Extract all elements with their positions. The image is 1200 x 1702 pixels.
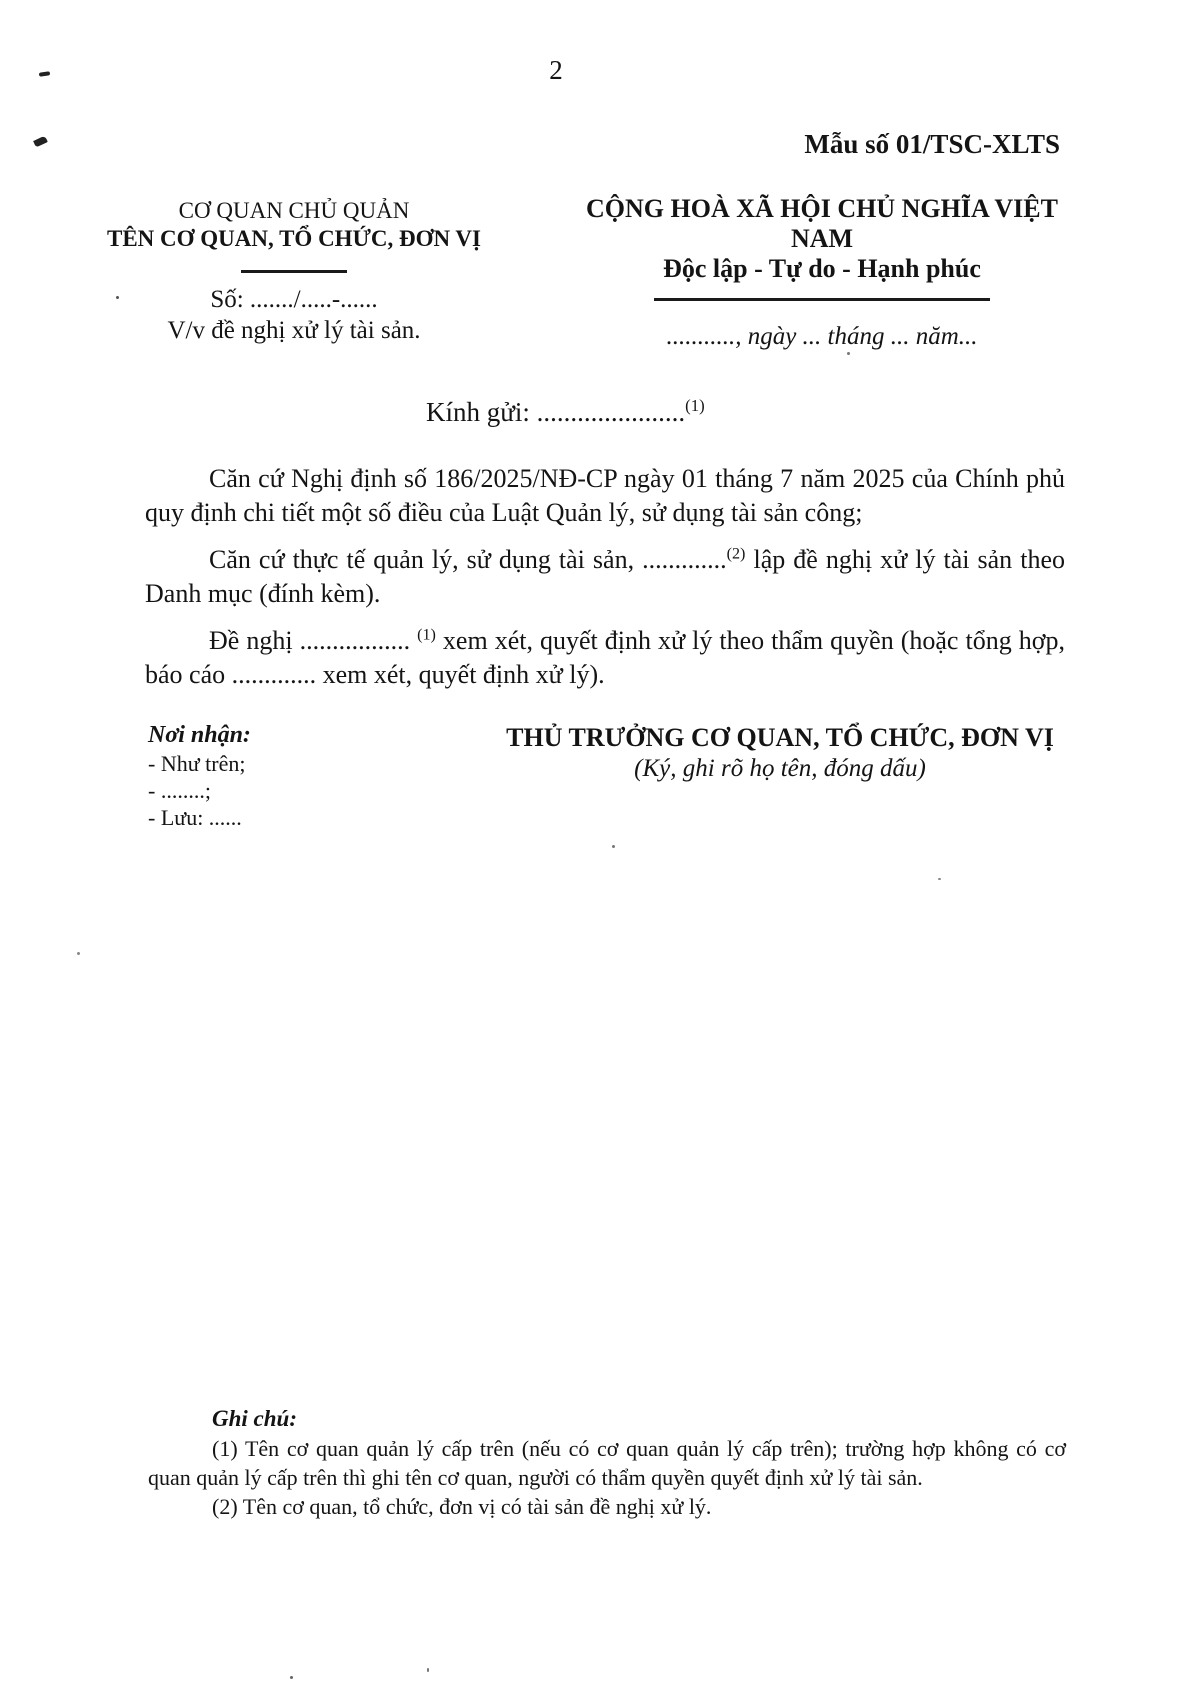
paragraph-3-text-cont: xem xét, quyết định xử lý theo thẩm quyền (hoặc tổng hợp, báo cáo ............. xem xét, quyết định xử lý). (145, 626, 1065, 689)
national-heading-block (552, 194, 1092, 352)
signature-block (500, 722, 1060, 784)
document-body (145, 462, 1065, 705)
document-subject-line: V/v đề nghị xử lý tài sản. (167, 317, 421, 344)
scan-speck (33, 136, 48, 148)
motto-divider-line (654, 298, 990, 301)
paragraph-3-text: Đề nghị ................. (209, 626, 418, 655)
signature-title: THỦ TRƯỞNG CƠ QUAN, TỔ CHỨC, ĐƠN VỊ (506, 723, 1054, 752)
paragraph-2-text-cont: lập đề nghị xử lý tài sản theo Danh mục (đính kèm). (145, 545, 1065, 608)
signature-instruction: (Ký, ghi rõ họ tên, đóng dấu) (634, 755, 926, 782)
scan-speck (612, 845, 615, 848)
paragraph-practical-basis (145, 543, 1065, 611)
footnote-ref-1: (1) (417, 626, 436, 644)
recipients-block (148, 720, 448, 831)
salutation-footnote-ref: (1) (685, 396, 705, 415)
paragraph-2-text: Căn cứ thực tế quản lý, sử dụng tài sản, ............. (209, 545, 727, 574)
page-number: 2 (549, 55, 563, 85)
recipient-item: - ........; (148, 778, 211, 803)
scan-speck (938, 878, 941, 880)
note-item-2: (2) Tên cơ quan, tổ chức, đơn vị có tài sản đề nghị xử lý. (212, 1494, 712, 1519)
scan-speck (427, 1668, 429, 1672)
parent-org-name: CƠ QUAN CHỦ QUẢN (178, 198, 410, 223)
place-date-line: ..........., ngày ... tháng ... năm... (666, 323, 978, 350)
national-title: CỘNG HOÀ XÃ HỘI CHỦ NGHĨA VIỆT NAM (586, 194, 1058, 253)
notes-title: Ghi chú: (212, 1406, 297, 1431)
form-code: Mẫu số 01/TSC-XLTS (804, 129, 1060, 159)
document-number-line: Số: ......./.....-...... (210, 286, 378, 313)
org-divider-line (241, 270, 347, 273)
scan-speck (77, 952, 80, 955)
notes-section (148, 1404, 1066, 1521)
org-name: TÊN CƠ QUAN, TỔ CHỨC, ĐƠN VỊ (107, 226, 481, 251)
recipient-item: - Như trên; (148, 751, 246, 776)
issuing-org-block (95, 197, 493, 346)
national-motto: Độc lập - Tự do - Hạnh phúc (663, 254, 981, 283)
paragraph-legal-basis: Căn cứ Nghị định số 186/2025/NĐ-CP ngày 01 tháng 7 năm 2025 của Chính phủ quy định chi tiết một số điều của Luật Quản lý, sử dụng tài sản công; (145, 464, 1065, 527)
salutation-line (426, 397, 705, 428)
scan-speck (847, 352, 850, 355)
recipient-item: - Lưu: ...... (148, 805, 242, 830)
scan-speck (290, 1676, 293, 1679)
salutation-text: Kính gửi: ...................... (426, 397, 686, 427)
note-item-1: (1) Tên cơ quan quản lý cấp trên (nếu có cơ quan quản lý cấp trên); trường hợp không có cơ quan quản lý cấp trên thì ghi tên cơ quan, người có thẩm quyền quyết định xử lý tài sản. (148, 1436, 1066, 1490)
paragraph-request (145, 624, 1065, 692)
recipients-title: Nơi nhận: (148, 722, 251, 748)
footnote-ref-2: (2) (726, 545, 746, 563)
